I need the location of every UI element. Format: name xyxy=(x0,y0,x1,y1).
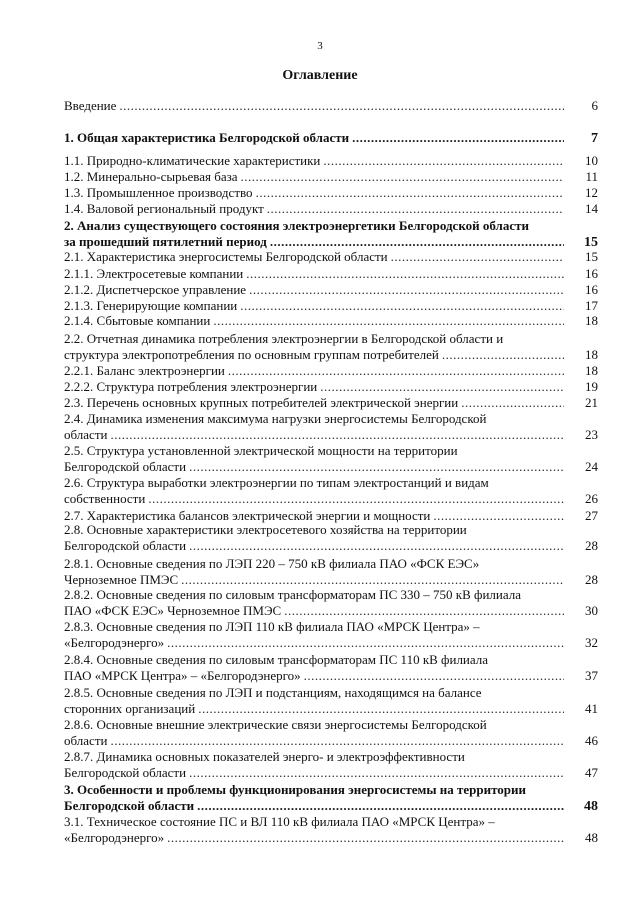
toc-entry-title-line: 2.6. Структура выработки электроэнергии по типам электростанций и видам xyxy=(64,475,489,490)
toc-entry-title: собственности xyxy=(64,491,146,506)
toc-entry[interactable] xyxy=(64,169,600,185)
dot-leader xyxy=(186,459,564,475)
toc-entry-title-line: 2.8.1. Основные сведения по ЛЭП 220 – 750 кВ филиала ПАО «ФСК ЕЭС» xyxy=(64,556,480,571)
toc-entry-page: 48 xyxy=(585,830,598,845)
toc-entry-title-line: 2.8.5. Основные сведения по ЛЭП и подстанциям, находящимся на балансе xyxy=(64,685,482,700)
dot-leader xyxy=(107,733,564,749)
dot-leader xyxy=(281,603,564,619)
toc-entry-title: ПАО «МРСК Центра» – «Белгородэнерго» xyxy=(64,668,301,683)
toc-entry-title: области xyxy=(64,733,108,748)
dot-leader xyxy=(186,765,564,781)
toc-entry-page: 21 xyxy=(585,395,598,410)
toc-entry-title-line: 2. Анализ существующего состояния электроэнергетики Белгородской области xyxy=(64,218,529,233)
toc-entry[interactable] xyxy=(64,411,600,443)
dot-leader xyxy=(210,313,564,329)
dot-leader xyxy=(107,427,564,443)
toc-entry-page: 41 xyxy=(585,701,598,716)
toc-entry-line xyxy=(64,603,600,619)
toc-entry-line xyxy=(64,282,600,298)
toc-entry-title: 2.2.1. Баланс электроэнергии xyxy=(64,363,225,378)
dot-leader xyxy=(237,298,564,314)
toc-entry-title: 1. Общая характеристика Белгородской области xyxy=(64,130,350,145)
toc-entry-line xyxy=(64,130,600,146)
toc-entry[interactable] xyxy=(64,782,600,814)
toc-entry-title-line: 2.8.4. Основные сведения по силовым трансформаторам ПС 110 кВ филиала xyxy=(64,652,489,667)
toc-entry-line xyxy=(64,427,600,443)
dot-leader xyxy=(186,538,564,554)
toc-entry-page: 26 xyxy=(585,491,598,506)
toc-entry-title: 2.1. Характеристика энергосистемы Белгородской области xyxy=(64,249,388,264)
toc-entry-line xyxy=(64,98,600,114)
toc-entry-line xyxy=(64,572,600,588)
toc-entry[interactable] xyxy=(64,249,600,265)
toc-entry[interactable] xyxy=(64,556,600,588)
toc-entry-title-line: 2.8.6. Основные внешние электрические связи энергосистемы Белгородской xyxy=(64,717,487,732)
toc-entry-line xyxy=(64,347,600,363)
toc-entry-title: Введение xyxy=(64,98,117,113)
toc-entry-title: 2.1.3. Генерирующие компании xyxy=(64,298,238,313)
toc-entry-line xyxy=(64,635,600,651)
toc-entry-title: 1.1. Природно-климатические характеристики xyxy=(64,153,321,168)
toc-entry-page: 28 xyxy=(585,538,598,553)
toc-entry-page: 14 xyxy=(585,201,598,216)
toc-entry[interactable] xyxy=(64,749,600,781)
toc-entry-page: 30 xyxy=(585,603,598,618)
dot-leader xyxy=(164,830,564,846)
toc-entry[interactable] xyxy=(64,298,600,314)
toc-entry-line xyxy=(64,538,600,554)
toc-entry-title: сторонних организаций xyxy=(64,701,196,716)
toc-entry-line xyxy=(64,313,600,329)
toc-entry-line xyxy=(64,733,600,749)
toc-entry-line xyxy=(64,201,600,217)
toc-entry[interactable] xyxy=(64,313,600,329)
toc-entry-line xyxy=(64,266,600,282)
toc-entry-title: 2.2.2. Структура потребления электроэнергии xyxy=(64,379,318,394)
toc-entry-title-line: 2.5. Структура установленной электрической мощности на территории xyxy=(64,443,458,458)
toc-entry-page: 17 xyxy=(585,298,598,313)
dot-leader xyxy=(178,572,564,588)
toc-entry-title: за прошедший пятилетний период xyxy=(64,234,267,249)
toc-entry-page: 23 xyxy=(585,427,598,442)
toc-entry-line xyxy=(64,765,600,781)
toc-entry[interactable] xyxy=(64,282,600,298)
toc-entry-title: «Белгородэнерго» xyxy=(64,830,165,845)
toc-entry-title-line: 3. Особенности и проблемы функционирования энергосистемы на территории xyxy=(64,782,527,797)
toc-entry-page: 28 xyxy=(585,572,598,587)
toc-entry-page: 18 xyxy=(585,313,598,328)
toc-entry-page: 15 xyxy=(585,249,598,264)
dot-leader xyxy=(243,266,564,282)
toc-entry-page: 27 xyxy=(585,508,598,523)
toc-entry-title: 2.3. Перечень основных крупных потребителей электрической энергии xyxy=(64,395,459,410)
toc-entry[interactable] xyxy=(64,201,600,217)
toc-entry-title: Белгородской области xyxy=(64,798,195,813)
toc-entry-line xyxy=(64,491,600,507)
toc-entry[interactable] xyxy=(64,522,600,554)
toc-entry-title: «Белгородэнерго» xyxy=(64,635,165,650)
toc-entry[interactable] xyxy=(64,652,600,684)
toc-entry-page: 12 xyxy=(585,185,598,200)
toc-entry[interactable] xyxy=(64,185,600,201)
toc-entry-page: 46 xyxy=(585,733,598,748)
dot-leader xyxy=(439,347,564,363)
dot-leader xyxy=(301,668,564,684)
toc-entry-title: 2.7. Характеристика балансов электрической энергии и мощности xyxy=(64,508,431,523)
toc-entry-title: структура электропотребления по основным группам потребителей xyxy=(64,347,439,362)
toc-entry-line xyxy=(64,153,600,169)
toc-entry-title: Белгородской области xyxy=(64,459,187,474)
toc-entry-page: 24 xyxy=(585,459,598,474)
toc-entry[interactable] xyxy=(64,130,600,146)
toc-entry-page: 32 xyxy=(585,635,598,650)
toc-entry-title: 1.4. Валовой региональный продукт xyxy=(64,201,264,216)
toc-entry[interactable] xyxy=(64,331,600,363)
toc-entry-title: Белгородской области xyxy=(64,765,187,780)
toc-entry-line xyxy=(64,234,600,250)
toc-entry-title-line: 3.1. Техническое состояние ПС и ВЛ 110 кВ филиала ПАО «МРСК Центра» – xyxy=(64,814,495,829)
toc-entry-title: 1.3. Промышленное производство xyxy=(64,185,253,200)
toc-entry[interactable] xyxy=(64,395,600,411)
toc-entry-page: 47 xyxy=(585,765,598,780)
dot-leader xyxy=(267,234,564,250)
dot-leader xyxy=(349,130,564,146)
dot-leader xyxy=(388,249,564,265)
dot-leader xyxy=(458,395,564,411)
toc-title: Оглавление xyxy=(282,68,358,83)
toc-entry-line xyxy=(64,668,600,684)
dot-leader xyxy=(116,98,564,114)
toc-entry-title-line: 2.8. Основные характеристики электросетевого хозяйства на территории xyxy=(64,522,467,537)
dot-leader xyxy=(238,169,564,185)
toc-entry[interactable] xyxy=(64,266,600,282)
toc-entry-page: 16 xyxy=(585,282,598,297)
toc-entry[interactable] xyxy=(64,363,600,379)
dot-leader xyxy=(253,185,564,201)
toc-entry-line xyxy=(64,169,600,185)
toc-entry-title: Белгородской области xyxy=(64,538,187,553)
dot-leader xyxy=(195,701,564,717)
dot-leader xyxy=(225,363,564,379)
toc-entry-page: 11 xyxy=(585,169,598,184)
toc-entry-page: 48 xyxy=(584,799,598,814)
toc-entry[interactable] xyxy=(64,587,600,619)
dot-leader xyxy=(164,635,564,651)
toc-entry-line xyxy=(64,830,600,846)
toc-entry-page: 18 xyxy=(585,347,598,362)
toc-entry-page: 15 xyxy=(584,235,598,250)
toc-entry-title-line: 2.4. Динамика изменения максимума нагрузки энергосистемы Белгородской xyxy=(64,411,487,426)
toc-entry-page: 18 xyxy=(585,363,598,378)
dot-leader xyxy=(246,282,564,298)
toc-entry-title-line: 2.8.3. Основные сведения по ЛЭП 110 кВ филиала ПАО «МРСК Центра» – xyxy=(64,619,480,634)
dot-leader xyxy=(317,379,564,395)
toc-entry-line xyxy=(64,185,600,201)
page-number: 3 xyxy=(317,40,323,52)
toc-entry-title-line: 2.8.7. Динамика основных показателей энерго- и электроэффективности xyxy=(64,749,465,764)
dot-leader xyxy=(264,201,564,217)
toc-entry-title: 2.1.1. Электросетевые компании xyxy=(64,266,244,281)
toc-entry[interactable] xyxy=(64,153,600,169)
toc-entry-line xyxy=(64,298,600,314)
toc-entry[interactable] xyxy=(64,379,600,395)
toc-entry-title: Черноземное ПМЭС xyxy=(64,572,179,587)
toc-entry[interactable] xyxy=(64,685,600,717)
toc-entry-title: 2.1.2. Диспетчерское управление xyxy=(64,282,247,297)
toc-entry-title: 2.1.4. Сбытовые компании xyxy=(64,313,211,328)
toc-entry-page: 7 xyxy=(591,131,598,146)
dot-leader xyxy=(194,798,564,814)
toc-entry[interactable] xyxy=(64,218,600,250)
toc-entry-title-line: 2.8.2. Основные сведения по силовым трансформаторам ПС 330 – 750 кВ филиала xyxy=(64,587,522,602)
toc-entry-page: 37 xyxy=(585,668,598,683)
toc-entry[interactable] xyxy=(64,98,600,114)
toc-entry-line xyxy=(64,701,600,717)
toc-entry[interactable] xyxy=(64,443,600,475)
toc-entry-page: 16 xyxy=(585,266,598,281)
toc-entry-line xyxy=(64,459,600,475)
dot-leader xyxy=(145,491,564,507)
toc-entry-line xyxy=(64,363,600,379)
toc-entry-title: ПАО «ФСК ЕЭС» Черноземное ПМЭС xyxy=(64,603,282,618)
toc-entry[interactable] xyxy=(64,619,600,651)
toc-entry-page: 6 xyxy=(591,98,598,113)
toc-entry-title: области xyxy=(64,427,108,442)
toc-entry-line xyxy=(64,379,600,395)
toc-entry-line xyxy=(64,395,600,411)
toc-entry[interactable] xyxy=(64,717,600,749)
toc-entry-line xyxy=(64,249,600,265)
toc-entry[interactable] xyxy=(64,814,600,846)
toc-entry-title: 1.2. Минерально-сырьевая база xyxy=(64,169,238,184)
toc-entry[interactable] xyxy=(64,475,600,507)
toc-entry-title-line: 2.2. Отчетная динамика потребления электроэнергии в Белгородской области и xyxy=(64,331,504,346)
toc-entry-page: 19 xyxy=(585,379,598,394)
toc-entry-line xyxy=(64,798,600,814)
toc-entry-page: 10 xyxy=(585,153,598,168)
dot-leader xyxy=(320,153,564,169)
